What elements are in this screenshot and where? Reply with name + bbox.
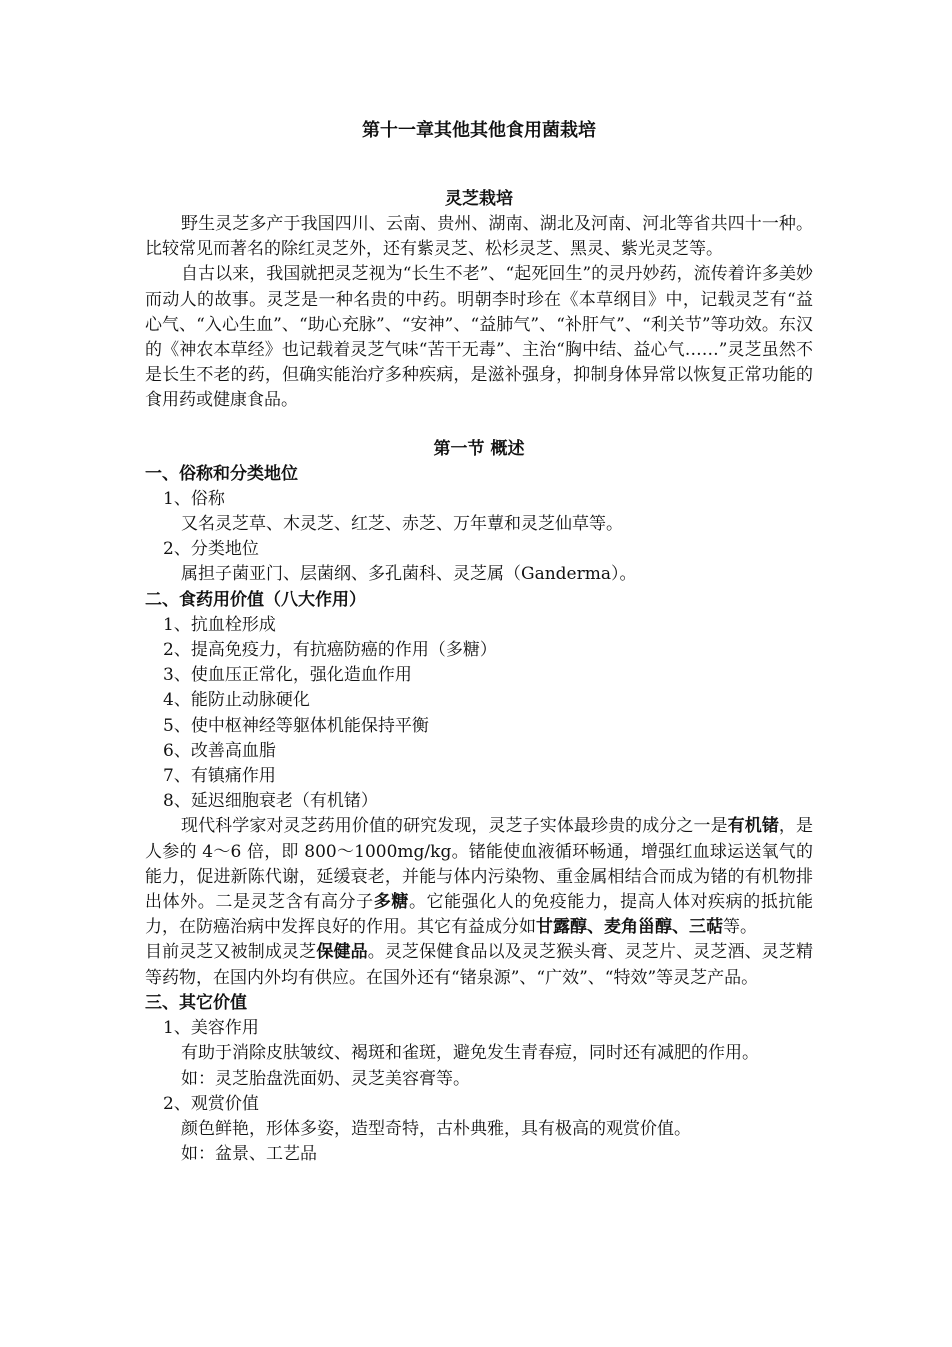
research-bold-polysaccharide: 多糖 [373, 892, 409, 913]
list-item: 3、使血压正常化，强化造血作用 [163, 665, 412, 686]
list-item: 8、延迟细胞衰老（有机锗） [163, 791, 378, 812]
research-text-e: 等。 [723, 917, 757, 938]
spacer [145, 414, 813, 436]
products-paragraph [145, 940, 813, 990]
part-1-sub-2: 2、分类地位 [163, 539, 259, 560]
research-text-d: 。它能强化人的免疫能力，提高人体对疾病的抵抗能力，在防癌治病中发挥良好的作用。其它有益成分如 [145, 892, 814, 938]
part-3-sub-1: 1、美容作用 [163, 1018, 259, 1039]
part-1-heading: 一、俗称和分类地位 [145, 463, 298, 484]
research-bold-components: 甘露醇、麦角甾醇、三萜 [536, 917, 723, 938]
part-1-sub-1-text: 又名灵芝草、木灵芝、红芝、赤芝、万年蕈和灵芝仙草等。 [181, 514, 623, 535]
research-bold-germanium: 有机锗 [727, 816, 779, 837]
document-page [145, 118, 813, 1167]
part-3-sub-1-example: 如：灵芝胎盘洗面奶、灵芝美容膏等。 [181, 1068, 470, 1089]
part-3-sub-1-text: 有助于消除皮肤皱纹、褐斑和雀斑，避免发生青春痘，同时还有减肥的作用。 [181, 1043, 759, 1064]
products-text-a: 目前灵芝又被制成灵芝 [145, 942, 317, 963]
part-3-sub-2: 2、观赏价值 [163, 1093, 259, 1114]
list-item: 7、有镇痛作用 [163, 766, 276, 787]
intro-paragraph-2: 自古以来，我国就把灵芝视为“长生不老”、“起死回生”的灵丹妙药，流传着许多美妙而动人的故事。灵芝是一种名贵的中药。明朝李时珍在《本草纲目》中，记载灵芝有“益心气、“入心生血”、“助心充脉”、“安神”、“益肺气”、“补肝气”、“利关节”等功效。东汉的《神农本草经》也记载着灵芝气味“苦干无毒”、主治“胸中结、益心气……”灵芝虽然不是长生不老的药，但确实能治疗多种疾病，是滋补强身，抑制身体异常以恢复正常功能的食用药或健康食品。 [145, 264, 813, 411]
research-paragraph [145, 814, 813, 940]
part-2-heading: 二、食药用价值（八大作用） [145, 589, 366, 610]
list-item: 6、改善高血脂 [163, 740, 276, 761]
products-text-c: 。灵芝保健食品以及灵芝猴头膏、灵芝片、灵芝酒、灵芝精等药物，在国内外均有供应。在国外还有“锗泉源”、“广效”、“特效”等灵芝产品。 [145, 942, 814, 988]
part-1-sub-1: 1、俗称 [163, 488, 225, 509]
part-3-heading: 三、其它价值 [145, 992, 247, 1013]
list-item: 1、抗血栓形成 [163, 614, 276, 635]
research-text-c: ，是人参的 4～6 倍，即 800～1000mg/kg。锗能使血液循环畅通，增强红血球运送氧气的能力，促进新陈代谢，延缓衰老，并能与体内污染物、重金属相结合而成为锗的有机物排出体外。二是灵芝含有高分子 [145, 816, 814, 913]
list-item: 5、使中枢神经等躯体机能保持平衡 [163, 715, 429, 736]
chapter-title: 第十一章其他其他食用菌栽培 [362, 120, 596, 141]
section-1-title: 第一节 概述 [433, 438, 525, 459]
products-bold-health: 保健品 [316, 942, 368, 963]
part-1-sub-2-text: 属担子菌亚门、层菌纲、多孔菌科、灵芝属（Ganderma）。 [181, 564, 637, 585]
list-item: 2、提高免疫力，有抗癌防癌的作用（多糖） [163, 640, 497, 661]
research-text-a: 现代科学家对灵芝药用价值的研究发现，灵芝子实体最珍贵的成分之一是 [181, 816, 728, 837]
part-3-sub-2-text: 颜色鲜艳，形体多姿，造型奇特，古朴典雅，具有极高的观赏价值。 [181, 1118, 691, 1139]
lingzhi-title: 灵芝栽培 [445, 189, 513, 209]
intro-paragraph-1: 野生灵芝多产于我国四川、云南、贵州、湖南、湖北及河南、河北等省共四十一种。比较常见而著名的除红灵芝外，还有紫灵芝、松杉灵芝、黑灵、紫光灵芝等。 [145, 214, 813, 260]
list-item: 4、能防止动脉硬化 [163, 690, 310, 711]
part-3-sub-2-example: 如：盆景、工艺品 [181, 1144, 317, 1165]
